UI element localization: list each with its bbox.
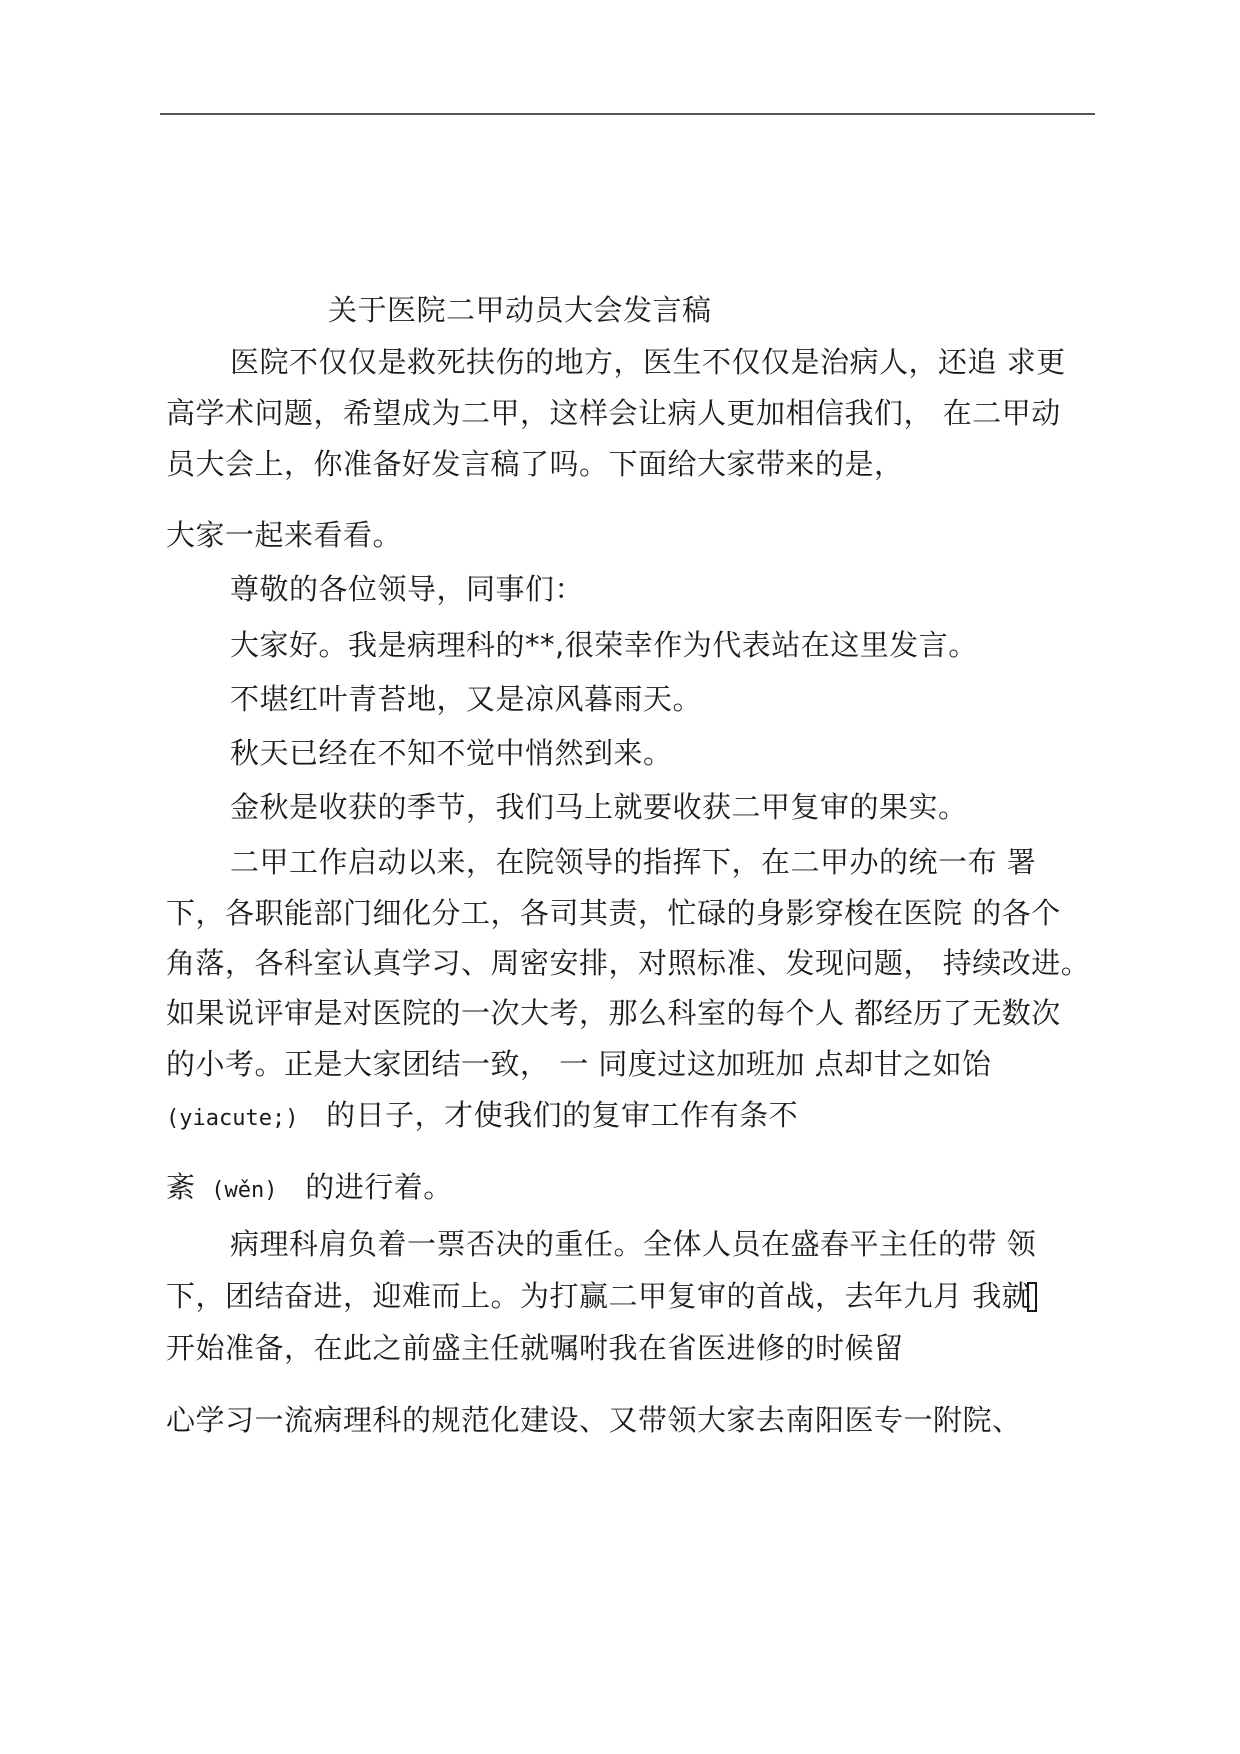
work-line-1: 二甲工作启动以来，在院领导的指挥下，在二甲办的统一布 署 bbox=[230, 845, 1037, 879]
intro-line-3: 员大会上，你准备好发言稿了吗。下面给大家带来的是， bbox=[166, 447, 904, 481]
pathology-line-3: 开始准备，在此之前盛主任就嘱咐我在省医进修的时候留 bbox=[166, 1331, 904, 1365]
pathology-line-1: 病理科肩负着一票否决的重任。全体人员在盛春平主任的带 领 bbox=[230, 1227, 1037, 1261]
pinyin-annotation: (yiacute;) bbox=[166, 1106, 299, 1131]
greeting: 大家好。我是病理科的**,很荣幸作为代表站在这里发言。 bbox=[230, 628, 978, 662]
autumn-line-2: 秋天已经在不知不觉中悄然到来。 bbox=[230, 736, 673, 770]
work-line-5: 的小考。正是大家团结一致， 一 同度过这加班加 点却甘之如饴 bbox=[166, 1047, 992, 1081]
work-line-7-text: 的进行着。 bbox=[305, 1170, 453, 1204]
intro-line-4: 大家一起来看看。 bbox=[166, 518, 403, 552]
intro-line-2: 高学术问题，希望成为二甲，这样会让病人更加相信我们， 在二甲动 bbox=[166, 396, 1061, 430]
salutation: 尊敬的各位领导，同事们： bbox=[230, 572, 585, 606]
work-line-6-text: 的日子，才使我们的复审工作有条不 bbox=[326, 1098, 799, 1132]
work-line-7 bbox=[166, 1169, 453, 1209]
autumn-line-1: 不堪红叶青苔地，又是凉风暮雨天。 bbox=[230, 682, 703, 716]
missing-glyph-box bbox=[1027, 1282, 1037, 1312]
harvest-line: 金秋是收获的季节，我们马上就要收获二甲复审的果实。 bbox=[230, 790, 968, 824]
pathology-line-2-text: 下，团结奋进，迎难而上。为打赢二甲复审的首战，去年九月 我就 bbox=[166, 1279, 1032, 1313]
pathology-line-4: 心学习一流病理科的规范化建设、又带领大家去南阳医专一附院、 bbox=[166, 1403, 1022, 1437]
work-line-2: 下，各职能部门细化分工，各司其责，忙碌的身影穿梭在医院 的各个 bbox=[166, 896, 1061, 930]
work-line-4: 如果说评审是对医院的一次大考，那么科室的每个人 都经历了无数次 bbox=[166, 996, 1061, 1030]
document-title: 关于医院二甲动员大会发言稿 bbox=[328, 293, 712, 327]
pinyin-annotation-wen: (wěn) bbox=[211, 1178, 278, 1203]
header-rule bbox=[160, 113, 1095, 115]
work-line-3: 角落，各科室认真学习、周密安排，对照标准、发现问题， 持续改进。 bbox=[166, 946, 1091, 980]
work-line-7-char: 紊 bbox=[166, 1170, 196, 1204]
work-line-6 bbox=[166, 1097, 798, 1137]
intro-line-1: 医院不仅仅是救死扶伤的地方，医生不仅仅是治病人，还追 求更 bbox=[230, 345, 1066, 379]
pathology-line-2 bbox=[166, 1278, 1037, 1314]
